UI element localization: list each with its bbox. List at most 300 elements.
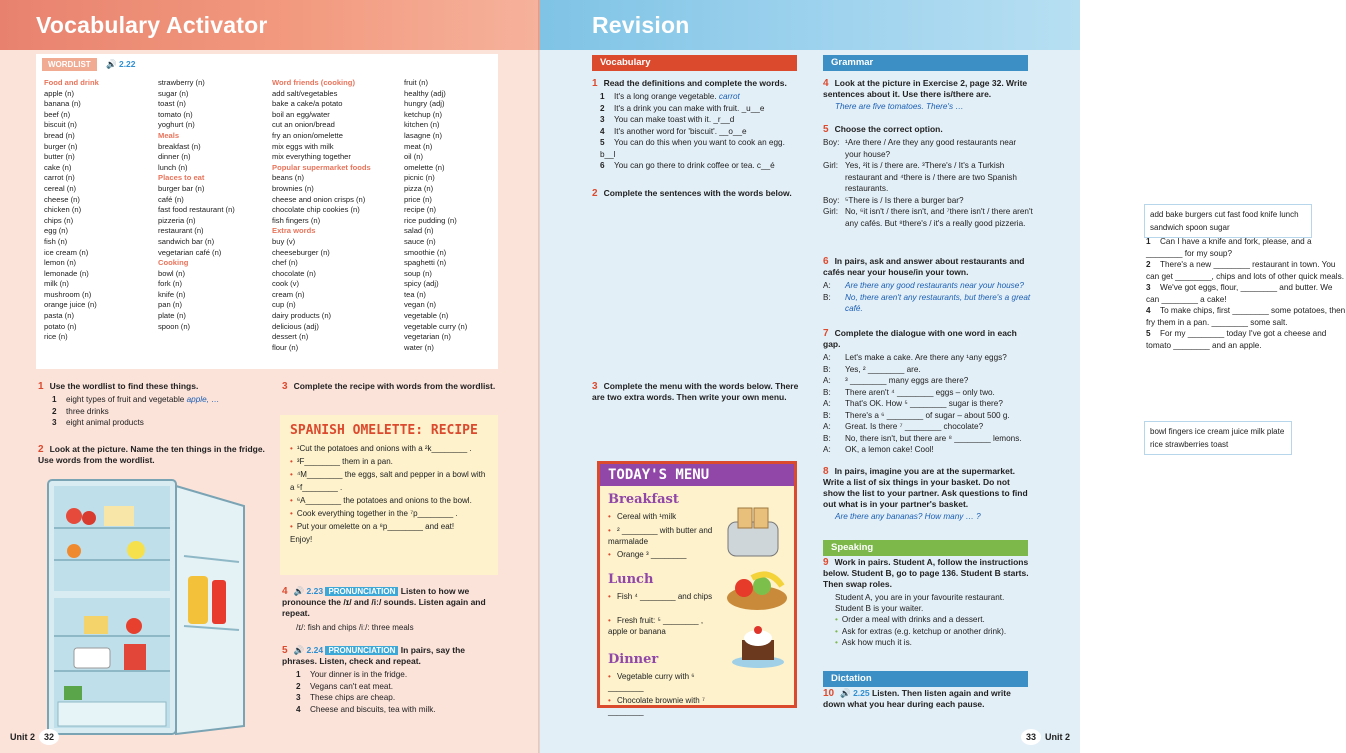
bullet-icon: •	[290, 496, 293, 505]
dialogue-line	[823, 398, 1033, 410]
wordlist-category: Food and drink	[44, 78, 99, 87]
revision-exercise-5: 5 Choose the correct option. Boy: ¹Are there / Are they any good restaurants near your house? Girl: Yes, ²it is / there are. ³There's / It's a Turkish restaurant and ⁴there is / there are two Spanish restaurants. Boy: ⁵There is / Is there a burger bar? Girl: No, ⁶it isn't / there isn't, and ⁷there isn't / there aren't any cafés. But ⁸there's / it's a really good pizzeria.	[823, 124, 1033, 228]
dialogue-text: No, there isn't, but there are ⁸ ________ lemons.	[845, 433, 1022, 443]
word-box-2: add bake burgers cut fast food knife lunch sandwich spoon sugar	[1144, 204, 1312, 238]
wordlist-word: flour (n)	[272, 342, 299, 352]
wordlist-word: oil (n)	[404, 152, 423, 162]
recipe-step-text: ⁴M________ the eggs, salt and pepper in a bowl with a ⁵f________ .	[290, 470, 486, 492]
wordlist-word: healthy (adj)	[404, 88, 446, 98]
wordlist-column-1	[44, 78, 99, 343]
wordlist-word: strawberry (n)	[158, 78, 205, 87]
wordlist-word: pan (n)	[158, 300, 183, 310]
item-number: 5	[1146, 329, 1151, 338]
menu-item	[608, 512, 718, 523]
exercise-2-items	[1146, 236, 1346, 351]
speaker-label: B:	[823, 387, 831, 397]
wordlist-word: restaurant (n)	[158, 226, 204, 236]
wordlist-word: sauce (n)	[404, 236, 436, 246]
example-answer: apple, …	[186, 395, 220, 404]
speaker-label: B:	[823, 292, 831, 302]
exercise-item	[52, 394, 268, 406]
item-text: Can I have a knife and fork, please, and a ________ for my soup?	[1146, 237, 1312, 258]
right-banner	[540, 0, 1080, 50]
recipe-title: SPANISH OMELETTE: RECIPE	[290, 423, 478, 438]
wordlist-word: delicious (adj)	[272, 321, 319, 331]
menu-title: TODAY'S MENU	[600, 464, 794, 486]
item-number: 4	[296, 704, 301, 714]
fridge-illustration	[44, 476, 254, 738]
speaking-task-text: Ask for extras (e.g. ketchup or another drink).	[841, 626, 1007, 636]
item-number: 3	[600, 115, 605, 124]
exercise-item	[52, 417, 268, 429]
wordlist-word: lemon (n)	[44, 258, 77, 268]
example-answer: carrot	[718, 92, 740, 101]
exercise-item	[1146, 236, 1346, 259]
dictation-tag: Dictation	[823, 671, 1028, 687]
item-text: You can go there to drink coffee or tea. c__é	[614, 161, 775, 170]
wordlist-category: Popular supermarket foods	[272, 162, 371, 172]
recipe-step-text: ⁶A________ the potatoes and onions to the bowl.	[296, 496, 472, 505]
recipe-step	[290, 442, 488, 455]
wordlist-word: pizza (n)	[404, 183, 434, 193]
wordlist-word: buy (v)	[272, 236, 296, 246]
wordlist-word: kitchen (n)	[404, 120, 440, 130]
wordlist-word: chicken (n)	[44, 205, 82, 215]
wordlist-word: orange juice (n)	[44, 300, 97, 310]
speaking-tag: Speaking	[823, 540, 1028, 556]
speaker-label: A:	[823, 445, 831, 454]
speaker-label: A:	[823, 422, 831, 431]
bullet-icon: •	[608, 616, 614, 625]
wordlist-word: lemonade (n)	[44, 268, 89, 278]
speaker-label: A:	[823, 376, 831, 385]
bullet-icon: •	[835, 626, 838, 636]
wordlist-word: bake a cake/a potato	[272, 99, 343, 109]
item-text: To make chips, first ________ some potatoes, then fry them in a pan. ________ some salt.	[1146, 306, 1346, 327]
wordlist-word: pizzeria (n)	[158, 215, 196, 225]
speaking-task-text: Ask how much it is.	[841, 638, 912, 647]
exercise-4: 4 🔊 2.23 PRONUNCIATION Listen to how we pronounce the /ɪ/ and /iː/ sounds. Listen again and repeat. /ɪ/: fish and chips /iː/: three meals	[282, 586, 497, 632]
recipe-step	[290, 494, 488, 507]
item-text: It's a long orange vegetable.	[614, 92, 719, 101]
wordlist-column-3	[272, 78, 371, 353]
wordlist-word: chocolate chip cookies (n)	[272, 205, 360, 215]
revision-exercise-10: 10 🔊 2.25 Listen. Then listen again and write down what you hear during each pause.	[823, 688, 1011, 709]
wordlist-word: boil an egg/water	[272, 109, 330, 119]
speaker-label: Boy:	[823, 195, 840, 205]
wordlist-word: burger (n)	[44, 141, 78, 151]
wordlist-word: cup (n)	[272, 300, 296, 310]
recipe-end: Enjoy!	[290, 535, 313, 544]
wordlist-word: butter (n)	[44, 152, 75, 162]
wordlist-category: Cooking	[158, 258, 189, 268]
recipe-step-text: ¹Cut the potatoes and onions with a ²k________ .	[296, 444, 472, 453]
speaker-label: A:	[823, 399, 831, 408]
dialogue-line	[823, 433, 1033, 445]
wordlist-word: soup (n)	[404, 268, 432, 278]
dialogue-line	[823, 387, 1033, 399]
wordlist-category: Word friends (cooking)	[272, 78, 355, 87]
word-box-3: bowl fingers ice cream juice milk plate rice strawberries toast	[1144, 421, 1292, 455]
wordlist-word: spaghetti (n)	[404, 258, 447, 268]
menu-item	[608, 696, 718, 717]
speaker-label: Girl:	[823, 161, 839, 170]
wordlist-word: ice cream (n)	[44, 247, 89, 257]
exercise-item	[52, 406, 268, 418]
wordlist-word: fish fingers (n)	[272, 215, 321, 225]
speaker-label: B:	[823, 364, 831, 374]
item-text: For my ________ today I've got a cheese and tomato ________ and an apple.	[1146, 329, 1327, 350]
item-text: It's a drink you can make with fruit. _u__e	[614, 103, 765, 113]
wordlist-word: mushroom (n)	[44, 289, 92, 299]
wordlist-word: knife (n)	[158, 289, 186, 299]
wordlist-word: vegetarian café (n)	[158, 247, 222, 257]
bullet-icon: •	[290, 522, 293, 531]
dialogue-line	[823, 206, 1033, 229]
bullet-icon: •	[290, 470, 293, 479]
bullet-icon: •	[608, 592, 614, 601]
toaster-illustration	[722, 504, 790, 560]
wordlist-word: lasagne (n)	[404, 130, 442, 140]
wordlist-word: add salt/vegetables	[272, 88, 338, 98]
exercise-item	[600, 126, 802, 138]
exercise-item	[1146, 305, 1346, 328]
menu-lunch: Lunch	[608, 572, 654, 587]
item-text: We've got eggs, flour, ________ and butter. We can ________ a cake!	[1146, 283, 1333, 304]
speaker-label: B:	[823, 410, 831, 420]
menu-item-text: ² ________ with butter and marmalade	[608, 526, 713, 546]
wordlist-word: cheeseburger (n)	[272, 247, 330, 257]
menu-item-text: Orange ³ ________	[617, 550, 687, 559]
menu-item	[608, 672, 718, 693]
speaker-label: Girl:	[823, 207, 839, 216]
speaking-task	[835, 626, 1033, 638]
item-number: 6	[600, 161, 605, 170]
dialogue-text: There aren't ⁴ ________ eggs – only two.	[845, 387, 995, 397]
bullet-icon: •	[608, 672, 614, 681]
wordlist-word: dessert (n)	[272, 332, 309, 342]
wordlist-word: hungry (adj)	[404, 99, 445, 109]
audio-track[interactable]: 🔊 2.22	[106, 59, 136, 69]
wordlist-word: rice (n)	[44, 332, 68, 342]
revision-exercise-2: 2 Complete the sentences with the words below.	[592, 188, 792, 199]
dialogue-line	[823, 375, 1033, 387]
wordlist-word: yoghurt (n)	[158, 120, 195, 130]
wordlist-word: cheese (n)	[44, 194, 80, 204]
wordlist-word: chef (n)	[272, 258, 298, 268]
wordlist-word: dinner (n)	[158, 152, 191, 162]
wordlist-word: banana (n)	[44, 99, 81, 109]
wordlist-word: ketchup (n)	[404, 109, 442, 119]
recipe-step	[290, 455, 488, 468]
wordlist-word: cream (n)	[272, 289, 305, 299]
item-number: 4	[600, 126, 605, 136]
dialogue-text: That's OK. How ⁵ ________ sugar is there?	[845, 399, 1003, 408]
wordlist-word: lunch (n)	[158, 162, 188, 172]
wordlist-tag: WORDLIST	[42, 58, 97, 71]
wordlist-category: Meals	[158, 130, 180, 140]
dialogue-text: Let's make a cake. Are there any ¹any eggs?	[845, 353, 1007, 362]
wordlist-category: Extra words	[272, 226, 316, 236]
dialogue-line	[823, 410, 1033, 422]
bullet-icon: •	[608, 696, 614, 705]
wordlist-word: tomato (n)	[158, 109, 193, 119]
dialogue-text: No, ⁶it isn't / there isn't, and ⁷there isn't / there aren't any cafés. But ⁸there's / it's a really good pizzeria.	[845, 207, 1033, 228]
wordlist-box	[36, 54, 498, 369]
wordlist-word: breakfast (n)	[158, 141, 201, 151]
wordlist-word: potato (n)	[44, 321, 77, 331]
speaker-label: A:	[823, 353, 831, 362]
wordlist-word: vegan (n)	[404, 300, 437, 310]
wordlist-word: burger bar (n)	[158, 183, 205, 193]
dialogue-line	[823, 280, 1033, 292]
dialogue-line	[823, 195, 1033, 207]
pron-example: /ɪ/: fish and chips /iː/: three meals	[296, 623, 414, 632]
wordlist-word: spoon (n)	[158, 321, 191, 331]
wordlist-word: sugar (n)	[158, 88, 189, 98]
bullet-icon: •	[608, 550, 614, 559]
dialogue-line	[823, 137, 1033, 160]
wordlist-word: toast (n)	[158, 99, 186, 109]
wordlist-word: beef (n)	[44, 109, 71, 119]
speaker-label: Boy:	[823, 138, 840, 147]
exercise-item	[296, 704, 497, 716]
menu-item	[608, 616, 718, 637]
wordlist-word: milk (n)	[44, 279, 69, 289]
wordlist-word: water (n)	[404, 342, 434, 352]
speaker-icon[interactable]: 🔊	[293, 586, 307, 596]
dialogue-text: Yes, ²it is / there are. ³There's / It's a Turkish restaurant and ⁴there is / there are two Spanish restaurants.	[845, 161, 1017, 193]
speaker-icon: 🔊	[106, 59, 117, 69]
wordlist-word: egg (n)	[44, 226, 69, 236]
menu-dinner: Dinner	[608, 652, 659, 667]
dialogue-text: OK, a lemon cake! Cool!	[845, 445, 934, 454]
dialogue-text: ⁵There is / Is there a burger bar?	[845, 195, 964, 205]
wordlist-word: fork (n)	[158, 279, 183, 289]
recipe-step-text: Put your omelette on a ⁸p________ and eat!	[296, 522, 455, 531]
menu-item-text: Vegetable curry with ⁶ ________	[608, 672, 695, 692]
bullet-icon: •	[290, 509, 293, 518]
revision-exercise-4: 4 Look at the picture in Exercise 2, page 32. Write sentences about it. Use there is/there are. There are five tomatoes. There's …	[823, 78, 1028, 111]
item-text: These chips are cheap.	[310, 693, 396, 702]
wordlist-word: salad (n)	[404, 226, 434, 236]
item-number: 3	[296, 693, 301, 702]
menu-item-text: Cereal with ¹milk	[617, 512, 677, 521]
item-number: 5	[600, 138, 605, 147]
speaking-task-text: Order a meal with drinks and a dessert.	[841, 615, 985, 624]
recipe-step	[290, 468, 488, 494]
dialogue-line	[823, 364, 1033, 376]
exercise-1: 1 Use the wordlist to find these things. 1 eight types of fruit and vegetable apple, … 2 three drinks 3 eight animal products	[38, 381, 268, 429]
recipe-step	[290, 520, 488, 533]
wordlist-word: vegetable (n)	[404, 311, 449, 321]
item-number: 2	[600, 103, 605, 113]
wordlist-word: biscuit (n)	[44, 120, 77, 130]
wordlist-word: chocolate (n)	[272, 268, 316, 278]
page-title: Revision	[592, 12, 690, 38]
dessert-illustration	[728, 620, 788, 670]
exercise-item	[600, 114, 802, 126]
exercise-item	[1146, 328, 1346, 351]
revision-exercise-8: 8 In pairs, imagine you are at the supermarket. Write a list of six things in your basket. Do not show the list to your partner. Ask questions to find out what is in your partner's basket. Are there any bananas? How many … ?	[823, 466, 1028, 521]
exercise-2: 2 Look at the picture. Name the ten things in the fridge. Use words from the wordlist.	[38, 444, 265, 465]
revision-exercise-3: 3 Complete the menu with the words below. There are two extra words. Then write your own menu.	[592, 381, 799, 402]
wordlist-word: brownies (n)	[272, 183, 314, 193]
exercise-item	[600, 103, 802, 115]
revision-exercise-6: 6 In pairs, ask and answer about restaurants and cafés near your house/in your town. A: Are there any good restaurants near your house? B: No, there aren't any restaurants, but there's a great café.	[823, 256, 1033, 315]
item-number: 2	[296, 681, 301, 691]
bullet-icon: •	[290, 457, 293, 466]
menu-item	[608, 592, 718, 603]
wordlist-category: Places to eat	[158, 173, 205, 183]
wordlist-word: vegetable curry (n)	[404, 321, 468, 331]
exercise-3: 3 Complete the recipe with words from the wordlist.	[282, 381, 496, 392]
speaking-task	[835, 637, 1033, 649]
exercise-5: 5 🔊 2.24 PRONUNCIATION In pairs, say the phrases. Listen, check and repeat. 1 Your dinner is in the fridge. 2 Vegans can't eat meat. 3 These chips are cheap. 4 Cheese and biscuits, tea with milk.	[282, 645, 497, 715]
recipe-step-text: ³F________ them in a pan.	[296, 457, 393, 466]
dialogue-text: Are there any good restaurants near your house?	[845, 281, 1024, 290]
item-text: Vegans can't eat meat.	[310, 681, 394, 691]
dialogue-text: There's a ⁶ ________ of sugar – about 500 g.	[845, 410, 1010, 420]
wordlist-word: cake (n)	[44, 162, 72, 172]
speaker-icon[interactable]: 🔊	[293, 645, 307, 655]
page-title: Vocabulary Activator	[36, 12, 268, 38]
bullet-icon: •	[835, 638, 838, 647]
revision-exercise-1: 1 Read the definitions and complete the words. 1 It's a long orange vegetable. carrot 2 It's a drink you can make with fruit. _u__e 3 You can make toast with it. _r__d 4 It's another word for 'biscuit'. __o__e 5 You can do this when you want to cook an egg. b__l 6 You can go there to drink coffee or tea. c__é	[592, 78, 802, 172]
item-text: three drinks	[66, 406, 109, 416]
left-banner	[0, 0, 540, 50]
item-number: 2	[52, 406, 57, 416]
bullet-icon: •	[608, 526, 614, 535]
wordlist-word: fast food restaurant (n)	[158, 205, 235, 215]
wordlist-word: meat (n)	[404, 141, 433, 151]
item-text: It's another word for 'biscuit'. __o__e	[614, 126, 747, 136]
wordlist-word: smoothie (n)	[404, 247, 447, 257]
exercise-item	[600, 137, 802, 160]
revision-exercise-9: 9 Work in pairs. Student A, follow the instructions below. Student B, go to page 136. Student B starts. Then swap roles. Student A, you are in your favourite restaurant. Student B is your waiter. • Order a meal with drinks and a dessert. • Ask for extras (e.g. ketchup or another drink). • Ask how much it is.	[823, 557, 1033, 649]
wordlist-word: beans (n)	[272, 173, 305, 183]
wordlist-word: omelette (n)	[404, 162, 445, 172]
speaking-task	[835, 614, 1033, 626]
exercise-item	[296, 692, 497, 704]
wordlist-word: dairy products (n)	[272, 311, 332, 321]
exercise-item	[1146, 259, 1346, 282]
dialogue-line	[823, 292, 1033, 315]
wordlist-word: spicy (adj)	[404, 279, 439, 289]
dialogue-line	[823, 444, 1033, 456]
grammar-tag: Grammar	[823, 55, 1028, 71]
dialogue-line	[823, 160, 1033, 195]
exercise-item	[296, 681, 497, 693]
wordlist-word: plate (n)	[158, 311, 186, 321]
menu-item-text: Fresh fruit: ⁵ ________ , apple or banana	[608, 616, 704, 636]
vocabulary-tag: Vocabulary	[592, 55, 797, 71]
item-number: 3	[52, 418, 57, 427]
item-text: You can make toast with it. _r__d	[614, 115, 735, 124]
wordlist-word: sandwich bar (n)	[158, 236, 215, 246]
speaker-label: A:	[823, 281, 831, 290]
item-text: eight types of fruit and vegetable	[66, 395, 187, 404]
menu-item	[608, 526, 718, 547]
wordlist-word: cut an onion/bread	[272, 120, 335, 130]
wordlist-word: cereal (n)	[44, 183, 77, 193]
wordlist-word: rice pudding (n)	[404, 215, 457, 225]
footer-right: 33 Unit 2	[1017, 729, 1070, 745]
item-number: 3	[1146, 283, 1151, 292]
menu-card	[597, 461, 797, 716]
wordlist-word: fruit (n)	[404, 78, 429, 87]
bullet-icon: •	[290, 444, 293, 453]
wordlist-word: chips (n)	[44, 215, 74, 225]
item-number: 1	[296, 670, 301, 679]
item-number: 2	[1146, 260, 1151, 269]
wordlist-word: apple (n)	[44, 88, 74, 98]
wordlist-word: price (n)	[404, 194, 432, 204]
wordlist-word: carrot (n)	[44, 173, 75, 183]
wordlist-word: picnic (n)	[404, 173, 435, 183]
item-number: 1	[52, 395, 57, 404]
item-number: 1	[1146, 237, 1151, 246]
exercise-item	[1146, 282, 1346, 305]
wordlist-column-2	[158, 78, 235, 332]
dialogue-text: Yes, ² ________ are.	[845, 364, 921, 374]
wordlist-column-4	[404, 78, 467, 353]
wordlist-word: mix everything together	[272, 152, 351, 162]
wordlist-word: fish (n)	[44, 236, 68, 246]
recipe-step	[290, 507, 488, 520]
bullet-icon: •	[608, 512, 614, 521]
revision-exercise-7: 7 Complete the dialogue with one word in each gap. A: Let's make a cake. Are there any ¹any eggs? B: Yes, ² ________ are. A: ³ ________ many eggs are there? B: There aren't ⁴ ________ eggs – only two. A: That's OK. How ⁵ ________ sugar is there? B: There's a ⁶ ________ of sugar – about 500 g. A: Great. Is there ⁷ ________ chocolate? B: No, there isn't, but there are ⁸ ________ lemons. A: OK, a lemon cake! Cool!	[823, 328, 1033, 456]
item-number: 4	[1146, 306, 1151, 315]
wordlist-word: mix eggs with milk	[272, 141, 334, 151]
wordlist-word: pasta (n)	[44, 311, 74, 321]
wordlist-word: bread (n)	[44, 130, 75, 140]
wordlist-word: café (n)	[158, 194, 184, 204]
exercise-item	[600, 160, 802, 172]
item-text: You can do this when you want to cook an egg. b__l	[600, 138, 785, 159]
dialogue-text: ¹Are there / Are they any good restaurants near your house?	[845, 138, 1017, 159]
wordlist-word: fry an onion/omelette	[272, 130, 343, 140]
speaker-label: B:	[823, 433, 831, 443]
wordlist-word: cook (v)	[272, 279, 300, 289]
dialogue-text: No, there aren't any restaurants, but there's a great café.	[845, 292, 1031, 313]
menu-item-text: Chocolate brownie with ⁷ ________	[608, 696, 705, 716]
wordlist-word: recipe (n)	[404, 205, 437, 215]
item-text: Your dinner is in the fridge.	[310, 670, 408, 679]
item-text: Cheese and biscuits, tea with milk.	[310, 704, 436, 714]
exercise-item	[296, 669, 497, 681]
speaker-icon[interactable]: 🔊	[840, 688, 854, 698]
footer-left: Unit 2 32	[10, 729, 63, 745]
item-number: 1	[600, 92, 605, 101]
left-page	[0, 0, 540, 753]
menu-item	[608, 550, 718, 561]
dialogue-line	[823, 352, 1033, 364]
fruit-bowl-illustration	[722, 564, 792, 614]
item-text: eight animal products	[66, 418, 144, 427]
bullet-icon: •	[835, 615, 838, 624]
wordlist-word: tea (n)	[404, 289, 426, 299]
menu-item-text: Fish ⁴ ________ and chips	[617, 592, 713, 601]
item-text: There's a new ________ restaurant in town. You can get ________, chips and lots of other quick meals.	[1146, 260, 1344, 281]
wordlist-word: vegetarian (n)	[404, 332, 451, 342]
wordlist-word: cheese and onion crisps (n)	[272, 194, 366, 204]
recipe-step-text: Cook everything together in the ⁷p________ .	[296, 509, 458, 518]
dialogue-text: ³ ________ many eggs are there?	[845, 376, 969, 385]
dialogue-text: Great. Is there ⁷ ________ chocolate?	[845, 422, 984, 431]
dialogue-line	[823, 421, 1033, 433]
wordlist-word: bowl (n)	[158, 268, 186, 278]
